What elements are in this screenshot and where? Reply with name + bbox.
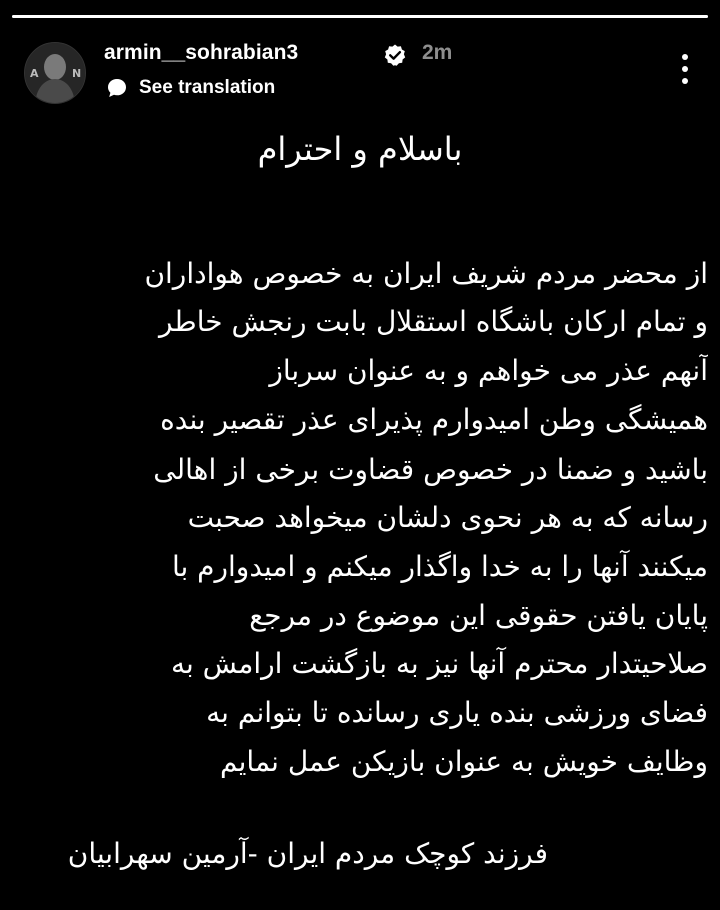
post-signature: فرزند کوچک مردم ایران -آرمین سهرابیان [67,837,548,870]
post-line: رسانه که به هر نحوی دلشان میخواهد صحبت [187,501,708,534]
post-line: آنهم عذر می خواهم و به عنوان سرباز [269,354,708,387]
avatar-image [25,43,85,103]
see-translation-button[interactable] [106,76,275,100]
avatar[interactable] [24,42,86,104]
post-line: همیشگی وطن امیدوارم پذیرای عذر تقصیر بنده [160,403,708,436]
post-line: وظایف خویش به عنوان بازیکن عمل نمایم [219,745,708,778]
story-progress-fill [12,15,708,18]
post-line: باشید و ضمنا در خصوص قضاوت برخی از اهالی [153,453,708,486]
username-link[interactable]: armin__sohrabian3 [104,41,299,64]
post-greeting: باسلام و احترام [257,130,463,168]
post-line: صلاحیتدار محترم آنها نیز به بازگشت ارامش به [170,647,708,680]
svg-text:N: N [72,67,82,80]
post-line: میکنند آنها را به خدا واگذار میکنم و امیدوارم با [171,550,708,583]
verified-badge-icon [383,43,407,67]
post-line: فضای ورزشی بنده یاری رسانده تا بتوانم به [206,696,708,729]
post-time: 2m [422,41,453,64]
see-translation-label: See translation [139,77,276,98]
svg-text:A: A [30,67,39,80]
speech-bubble-icon [106,77,128,99]
more-options-icon[interactable] [678,52,692,86]
post-line: و تمام ارکان باشگاه استقلال بابت رنجش خاطر [158,305,708,338]
post-line: از محضر مردم شریف ایران به خصوص هواداران [144,257,708,290]
story-header [24,40,696,104]
story-progress-bar [12,15,708,18]
post-line: پایان یافتن حقوقی این موضوع در مرجع [249,599,708,632]
